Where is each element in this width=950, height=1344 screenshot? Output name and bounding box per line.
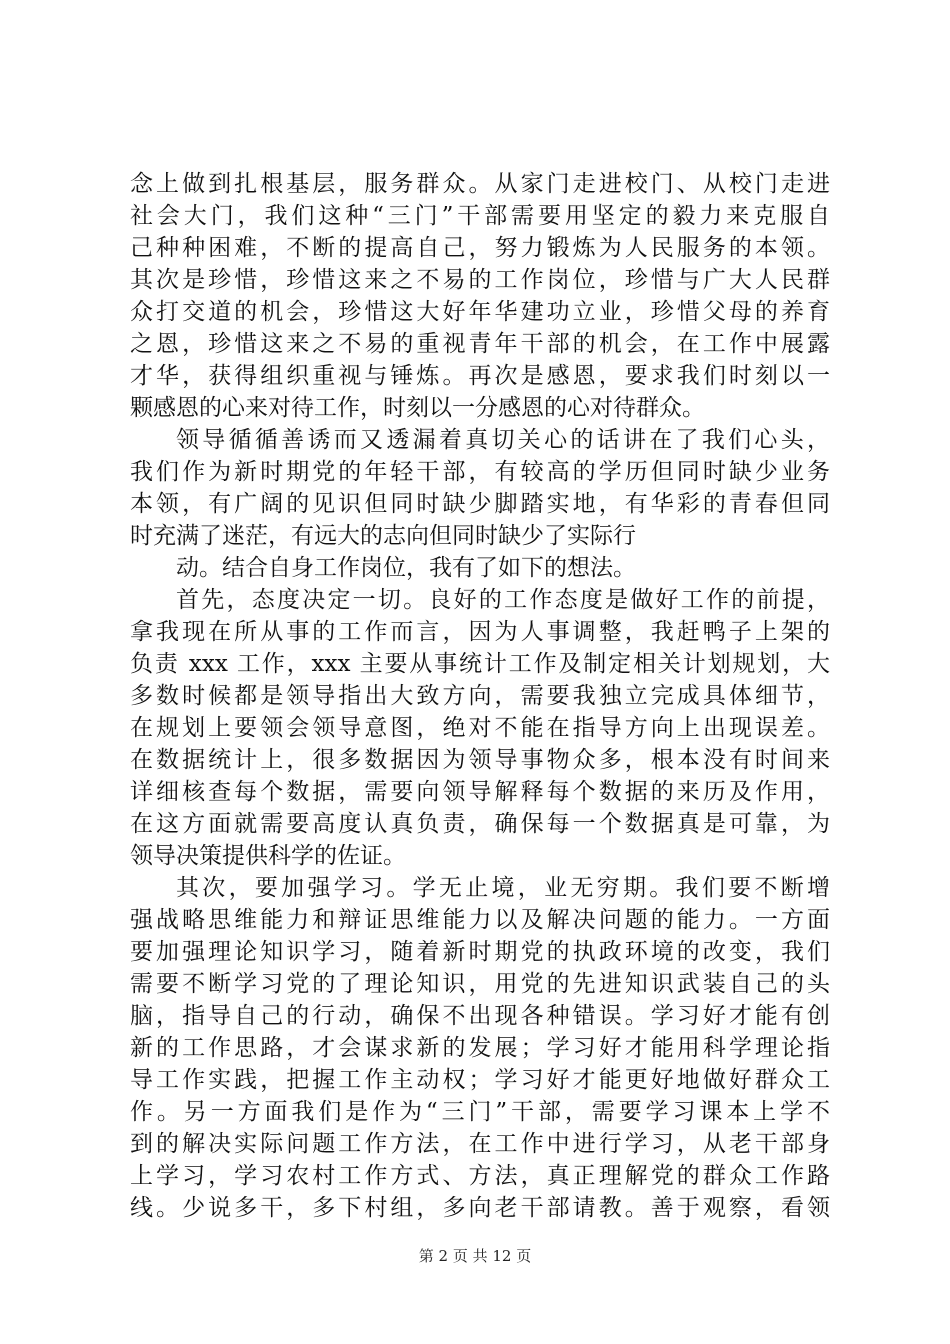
text-line: 己种种困难，不断的提高自己，努力锻炼为人民服务的本领。 — [130, 235, 830, 261]
text-line: 颗感恩的心来对待工作，时刻以一分感恩的心对待群众。 — [130, 395, 705, 421]
text-line: 时充满了迷茫，有远大的志向但同时缺少了实际行 — [130, 523, 636, 549]
text-line: 强战略思维能力和辩证思维能力以及解决问题的能力。一方面 — [130, 907, 830, 933]
text-line: 导工作实践，把握工作主动权；学习好才能更好地做好群众工 — [130, 1067, 830, 1093]
text-line: 其次是珍惜，珍惜这来之不易的工作岗位，珍惜与广大人民群 — [130, 267, 830, 293]
text-line: 首先，态度决定一切。良好的工作态度是做好工作的前提， — [176, 587, 830, 613]
page-number-footer: 第 2 页 共 12 页 — [418, 1247, 532, 1265]
text-line: 线。少说多干，多下村组，多向老干部请教。善于观察，看领 — [130, 1195, 830, 1221]
text-line: 动。结合自身工作岗位，我有了如下的想法。 — [176, 555, 636, 581]
text-line: 我们作为新时期党的年轻干部，有较高的学历但同时缺少业务 — [130, 459, 830, 485]
text-line: 在规划上要领会领导意图，绝对不能在指导方向上出现误差。 — [130, 715, 830, 741]
text-line: 上学习，学习农村工作方式、方法，真正理解党的群众工作路 — [130, 1163, 830, 1189]
text-line: 社会大门，我们这种“三门”干部需要用坚定的毅力来克服自 — [130, 203, 830, 229]
text-line: 新的工作思路，才会谋求新的发展；学习好才能用科学理论指 — [130, 1035, 830, 1061]
text-line: 本领，有广阔的见识但同时缺少脚踏实地，有华彩的青春但同 — [130, 491, 830, 517]
text-line: 作。另一方面我们是作为“三门”干部，需要学习课本上学不 — [130, 1099, 830, 1125]
text-line: 在数据统计上，很多数据因为领导事物众多，根本没有时间来 — [130, 747, 830, 773]
text-line: 众打交道的机会，珍惜这大好年华建功立业，珍惜父母的养育 — [130, 299, 830, 325]
text-line: 其次，要加强学习。学无止境，业无穷期。我们要不断增 — [176, 875, 830, 901]
text-line: 在这方面就需要高度认真负责，确保每一个数据真是可靠，为 — [130, 811, 830, 837]
text-line: 领导循循善诱而又透漏着真切关心的话讲在了我们心头， — [176, 427, 830, 453]
text-line: 要加强理论知识学习，随着新时期党的执政环境的改变，我们 — [130, 939, 830, 965]
text-line: 到的解决实际问题工作方法，在工作中进行学习，从老干部身 — [130, 1131, 830, 1157]
text-line: 拿我现在所从事的工作而言，因为人事调整，我赶鸭子上架的 — [130, 619, 830, 645]
text-line: 之恩，珍惜这来之不易的重视青年干部的机会，在工作中展露 — [130, 331, 830, 357]
text-line: 需要不断学习党的了理论知识，用党的先进知识武装自己的头 — [130, 971, 830, 997]
document-body — [130, 168, 830, 1224]
text-line: 脑，指导自己的行动，确保不出现各种错误。学习好才能有创 — [130, 1003, 830, 1029]
text-line: 领导决策提供科学的佐证。 — [130, 843, 406, 869]
text-line: 详细核查每个数据，需要向领导解释每个数据的来历及作用， — [130, 779, 830, 805]
text-line: 才华，获得组织重视与锤炼。再次是感恩，要求我们时刻以一 — [130, 363, 830, 389]
text-line: 负责 xxx 工作，xxx 主要从事统计工作及制定相关计划规划，大 — [130, 651, 830, 677]
text-line: 多数时候都是领导指出大致方向，需要我独立完成具体细节， — [130, 683, 830, 709]
text-line: 念上做到扎根基层，服务群众。从家门走进校门、从校门走进 — [130, 171, 830, 197]
